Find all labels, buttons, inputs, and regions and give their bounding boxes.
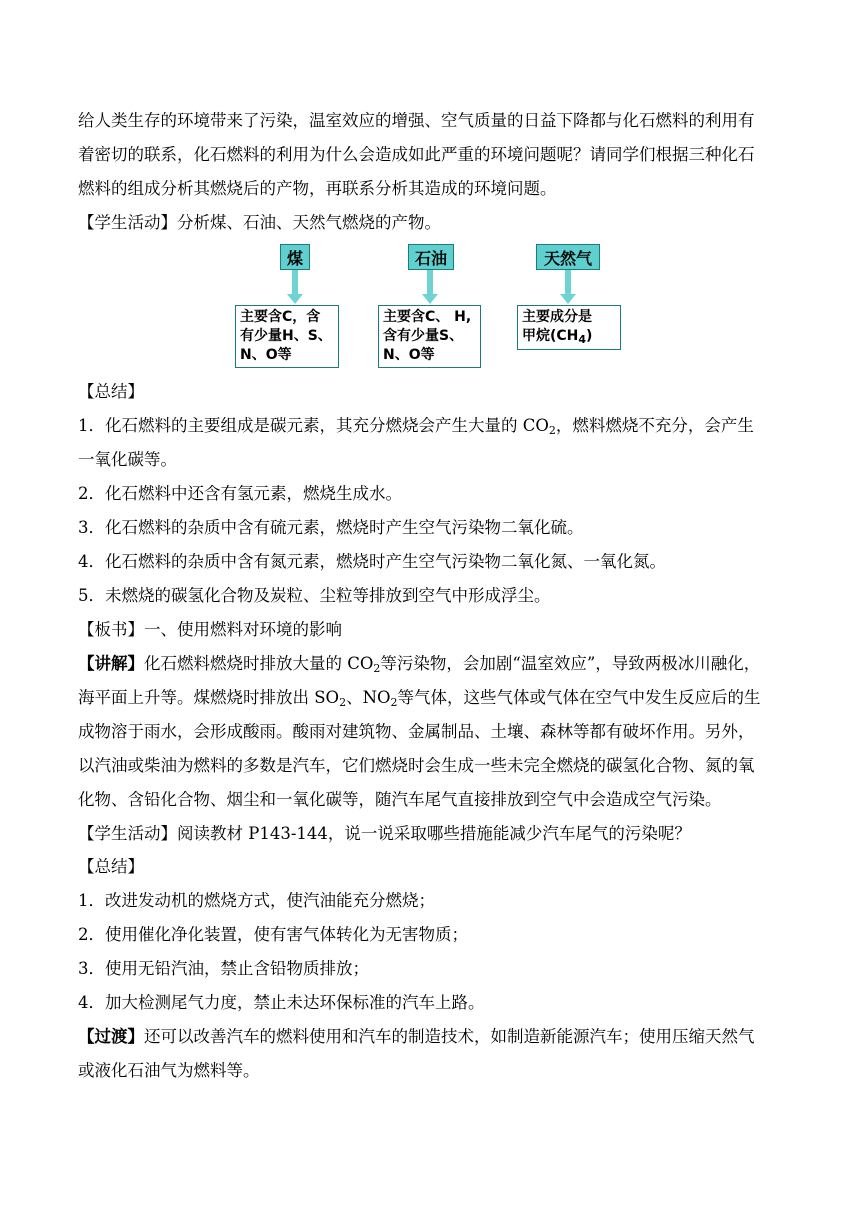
summary-tag: 【总结】 [78,382,144,401]
fuel-box-coal: 煤 [280,244,310,270]
transition-line-2: 或液化石油气为燃料等。 [78,1061,260,1080]
board-tag: 【板书】 [78,620,144,639]
arrow-head-oil [422,294,438,304]
activity-text: 分析煤、石油、天然气燃烧的产物。 [177,213,441,232]
intro-paragraph [78,104,784,206]
so2-subscript: 2 [339,696,347,709]
arrow-shaft-natural-gas [565,270,571,296]
natural-gas-desc: 主要成分是 甲烷(CH [522,309,592,344]
board-text: 一、使用燃料对环境的影响 [144,620,342,639]
co2-subscript: 2 [548,424,556,437]
summary-item-1-text-2: ，燃料燃烧不充分，会产生 [555,416,754,435]
summary-item-1-text: 1．化石燃料的主要组成是碳元素，其充分燃烧会产生大量的 CO [78,416,549,435]
summary2-item-4: 4．加大检测尾气力度，禁止未达环保标准的汽车上路。 [78,993,485,1012]
intro-line-2: 着密切的联系，化石燃料的利用为什么会造成如此严重的环境问题呢？请同学们根据三种化石 [78,145,755,164]
student-activity-2 [78,817,784,851]
arrow-head-natural-gas [560,294,576,304]
lecture-text-2a: 海平面上升等。煤燃烧时排放出 SO [78,688,340,707]
summary-1 [78,375,784,647]
activity-text: 阅读教材 P143-144，说一说采取哪些措施能减少汽车尾气的污染呢？ [177,824,691,843]
activity-tag: 【学生活动】 [78,213,177,232]
lecture-text-2c: 等气体，这些气体或气体在空气中发生反应后的生 [397,688,761,707]
student-activity-1 [78,206,784,240]
arrow-shaft-oil [427,270,433,296]
transition-line-1 [78,1020,784,1054]
summary2-item-3: 3．使用无铅汽油，禁止含铅物质排放； [78,959,369,978]
summary2-item-2: 2．使用催化净化装置，使有害气体转化为无害物质； [78,925,468,944]
summary-2 [78,850,784,1088]
summary-item-4: 4．化石燃料的杂质中含有氮元素，燃烧时产生空气污染物二氧化氮、一氧化氮。 [78,552,666,571]
summary-tag: 【总结】 [78,857,144,876]
arrow-shaft-coal [292,270,298,296]
summary-item-1-cont: 一氧化碳等。 [78,450,177,469]
natural-gas-subscript: 4 [578,333,587,346]
intro-line-1: 给人类生存的环境带来了污染，温室效应的增强、空气质量的日益下降都与化石燃料的利用有 [78,111,755,130]
lecture-line-2 [78,681,784,715]
transition-tag: 【过渡】 [78,1027,144,1046]
activity-tag: 【学生活动】 [78,824,177,843]
transition-text-1: 还可以改善汽车的燃料使用和汽车的制造技术，如制造新能源汽车；使用压缩天然气 [144,1027,755,1046]
lecture-paragraph [78,647,784,851]
lecture-line-1 [78,647,784,681]
lecture-text-2b: 、NO [346,688,391,707]
lecture-text-1a: 化石燃料燃烧时排放大量的 CO [144,654,374,673]
summary2-item-1: 1．改进发动机的燃烧方式，使汽油能充分燃烧； [78,891,435,910]
lecture-line-4: 以汽油或柴油为燃料的多数是汽车，它们燃烧时会生成一些未完全燃烧的碳氢化合物、氮的氧 [78,756,755,775]
lecture-tag: 【讲解】 [78,654,144,673]
fuel-box-natural-gas: 天然气 [536,244,600,270]
summary-item-2: 2．化石燃料中还含有氢元素，燃烧生成水。 [78,484,402,503]
summary-item-5: 5．未燃烧的碳氢化合物及炭粒、尘粒等排放到空气中形成浮尘。 [78,586,551,605]
composition-box-oil: 主要含C、 H, 含有少量S、 N、O等 [378,305,481,368]
lecture-text-1b: 等污染物，会加剧“温室效应”，导致两极冰川融化， [380,654,761,673]
board-note [78,613,784,647]
summary-item-1 [78,409,784,443]
co2-subscript: 2 [373,662,381,675]
composition-box-coal: 主要含C，含 有少量H、S、 N、O等 [235,305,339,368]
composition-box-natural-gas [517,305,621,350]
natural-gas-desc-end: ) [586,328,593,344]
fuel-composition-diagram [233,244,633,374]
lecture-line-5: 化物、含铅化合物、烟尘和一氧化碳等，随汽车尾气直接排放到空气中会造成空气污染。 [78,790,722,809]
arrow-head-coal [287,294,303,304]
no2-subscript: 2 [390,696,398,709]
lecture-line-3: 成物溶于雨水，会形成酸雨。酸雨对建筑物、金属制品、土壤、森林等都有破坏作用。另外， [78,722,755,741]
summary-item-3: 3．化石燃料的杂质中含有硫元素，燃烧时产生空气污染物二氧化硫。 [78,518,584,537]
fuel-box-oil: 石油 [408,244,454,270]
intro-line-3: 燃料的组成分析其燃烧后的产物，再联系分析其造成的环境问题。 [78,179,557,198]
